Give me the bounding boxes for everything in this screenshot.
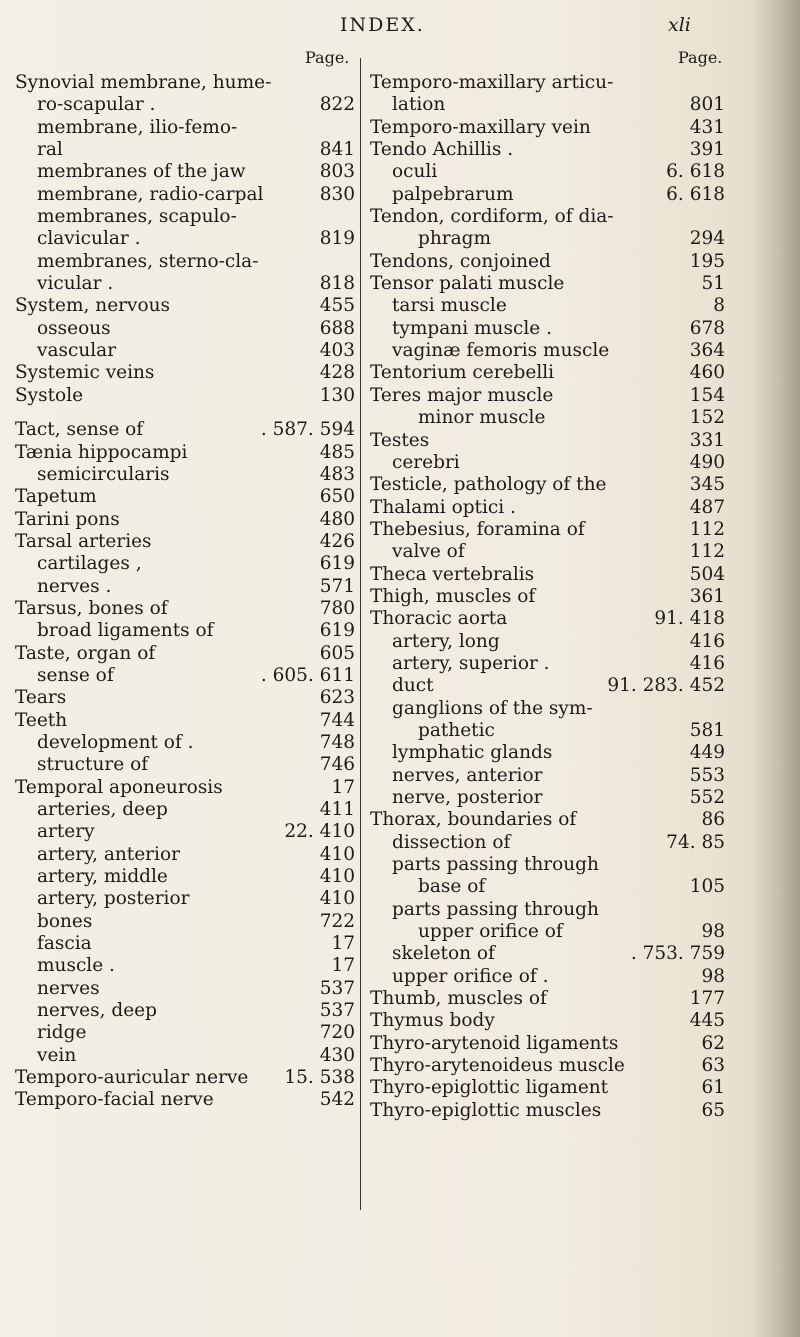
index-page-ref: 65	[701, 1099, 725, 1121]
index-page-ref: 553	[689, 764, 725, 786]
index-term: artery, posterior	[37, 888, 190, 910]
index-entry	[15, 844, 355, 866]
index-term: nerves, deep	[37, 1000, 157, 1022]
index-page-ref: 331	[689, 429, 725, 451]
index-page-ref: 426	[319, 530, 355, 552]
index-page-ref: 581	[689, 719, 725, 741]
index-page-ref: 748	[319, 731, 355, 753]
index-entry	[370, 72, 725, 94]
index-entry	[15, 117, 355, 139]
index-term: Thorax, boundaries of	[370, 809, 577, 831]
index-term: System, nervous	[15, 295, 171, 317]
index-term: broad ligaments of	[37, 620, 214, 642]
index-term: Tendons, conjoined	[370, 250, 551, 272]
index-entry	[370, 742, 725, 764]
index-entry	[370, 1033, 725, 1055]
index-entry	[370, 631, 725, 653]
index-term: Thyro-arytenoideus muscle	[370, 1055, 625, 1077]
index-term: pathetic	[418, 719, 495, 741]
index-term: tympani muscle .	[392, 317, 552, 339]
page-folio: xli	[668, 14, 691, 36]
index-term: Tact, sense of	[15, 419, 144, 441]
index-term: Thyro-arytenoid ligaments	[370, 1032, 619, 1054]
index-entry	[15, 385, 355, 407]
index-term: ridge	[37, 1022, 87, 1044]
index-term: bones	[37, 910, 93, 932]
index-page-ref: . 753. 759	[630, 943, 725, 965]
index-page-ref: 130	[319, 384, 355, 406]
index-entry	[15, 732, 355, 754]
index-page-ref: 483	[319, 463, 355, 485]
index-page-ref: 403	[319, 340, 355, 362]
index-entry	[370, 452, 725, 474]
index-page-ref: 455	[319, 295, 355, 317]
index-entry	[15, 933, 355, 955]
index-entry	[15, 509, 355, 531]
index-entry	[15, 486, 355, 508]
index-page-ref: 17	[331, 955, 355, 977]
index-term: Taste, organ of	[15, 642, 156, 664]
index-entry	[15, 419, 355, 441]
index-column-right	[370, 72, 725, 1122]
index-term: Tapetum	[15, 486, 97, 508]
index-entry	[15, 665, 355, 687]
index-entry	[370, 943, 725, 965]
index-term: membranes, sterno-cla-	[37, 250, 259, 272]
index-page-ref: 552	[689, 787, 725, 808]
index-page-ref: 619	[319, 620, 355, 642]
index-term: Thumb, muscles of	[370, 988, 547, 1010]
index-term: vicular .	[37, 273, 114, 295]
index-page-ref: 431	[689, 116, 725, 138]
index-entry	[370, 139, 725, 161]
index-entry	[370, 519, 725, 541]
index-term: Temporo-auricular nerve	[15, 1067, 249, 1089]
index-entry	[15, 72, 355, 94]
index-page-ref: . 587. 594	[260, 419, 355, 441]
index-term: muscle .	[37, 955, 115, 977]
index-page-ref: 428	[319, 362, 355, 384]
index-entry	[15, 295, 355, 317]
index-entry	[15, 888, 355, 910]
index-entry	[370, 161, 725, 183]
index-term: Teres major muscle	[370, 384, 554, 406]
index-entry	[370, 608, 725, 630]
index-page-ref: 105	[689, 876, 725, 898]
index-term: upper orifice of	[418, 921, 563, 943]
index-term: development of .	[37, 731, 194, 753]
index-term: membranes of the jaw	[37, 161, 246, 183]
index-entry	[15, 799, 355, 821]
index-page-ref: 688	[319, 317, 355, 339]
index-term: parts passing through	[392, 854, 599, 876]
index-page-ref: 345	[689, 474, 725, 496]
index-page-ref: 803	[319, 161, 355, 183]
index-page-ref: 410	[319, 866, 355, 888]
index-term: Tarini pons	[15, 508, 120, 530]
index-page-ref: 487	[689, 496, 725, 518]
index-page-ref: 485	[319, 441, 355, 463]
index-entry	[370, 295, 725, 317]
index-term: cerebri	[392, 451, 460, 473]
index-page-ref: 678	[689, 317, 725, 339]
index-page-ref: 86	[701, 809, 725, 831]
index-term: osseous	[37, 317, 111, 339]
letter-section-gap	[15, 407, 355, 419]
index-page-ref: 98	[701, 921, 725, 943]
index-page-ref: 830	[319, 183, 355, 205]
index-entry	[15, 911, 355, 933]
index-entry	[370, 340, 725, 362]
index-page-ref: . 605. 611	[260, 664, 355, 686]
index-page-ref: 623	[319, 687, 355, 709]
index-page-ref: 542	[319, 1089, 355, 1111]
index-term: palpebrarum	[392, 183, 514, 205]
index-entry	[15, 710, 355, 732]
index-term: Thymus body	[370, 1010, 495, 1032]
index-page-ref: 62	[701, 1032, 725, 1054]
index-entry	[15, 531, 355, 553]
index-entry	[370, 362, 725, 384]
index-page-ref: 61	[701, 1077, 725, 1099]
column-divider	[360, 58, 361, 1210]
index-entry	[15, 318, 355, 340]
index-entry	[370, 653, 725, 675]
index-page-ref: 411	[319, 799, 355, 820]
page-edge-shadow	[752, 0, 800, 1337]
index-entry	[15, 139, 355, 161]
index-entry	[370, 921, 725, 943]
index-page-ref: 410	[319, 888, 355, 910]
index-entry	[15, 576, 355, 598]
index-page-ref: 490	[689, 451, 725, 473]
index-entry	[370, 966, 725, 988]
index-page-ref: 294	[689, 228, 725, 250]
index-column-left	[15, 72, 355, 1112]
index-entry	[370, 1010, 725, 1032]
index-page-ref: 416	[689, 652, 725, 674]
index-term: skeleton of	[392, 943, 495, 965]
index-entry	[370, 407, 725, 429]
index-term: fascia	[37, 933, 92, 955]
index-page-ref: 746	[319, 754, 355, 776]
index-entry	[15, 1045, 355, 1067]
index-entry	[15, 553, 355, 575]
index-page-ref: 112	[689, 541, 725, 563]
index-page-ref: 841	[319, 139, 355, 161]
index-term: Tentorium cerebelli	[370, 362, 555, 384]
index-entry	[15, 866, 355, 888]
index-term: nerves, anterior	[392, 764, 543, 786]
index-entry	[370, 94, 725, 116]
index-term: nerve, posterior	[392, 787, 543, 808]
index-term: semicircularis	[37, 463, 170, 485]
index-page-ref: 801	[689, 94, 725, 116]
index-term: Thalami optici .	[370, 496, 516, 518]
index-page-ref: 195	[689, 250, 725, 272]
index-page-ref: 152	[689, 407, 725, 429]
index-term: Teeth	[15, 709, 68, 731]
index-term: vascular	[37, 340, 117, 362]
index-term: nerves .	[37, 575, 112, 597]
index-page-ref: 8	[713, 295, 725, 317]
index-entry	[370, 988, 725, 1010]
index-page-ref: 818	[319, 273, 355, 295]
index-entry	[370, 832, 725, 854]
index-entry	[15, 1022, 355, 1044]
index-term: Thoracic aorta	[370, 608, 508, 630]
index-page-ref: 416	[689, 630, 725, 652]
index-term: artery, superior .	[392, 652, 550, 674]
index-term: membranes, scapulo-	[37, 206, 237, 228]
index-entry	[15, 251, 355, 273]
index-page-ref: 391	[689, 139, 725, 161]
index-page-ref: 17	[331, 776, 355, 798]
index-page-ref: 460	[689, 362, 725, 384]
index-term: vein	[37, 1044, 77, 1066]
index-page-ref: 17	[331, 933, 355, 955]
index-entry	[15, 777, 355, 799]
index-entry	[370, 385, 725, 407]
index-page-ref: 154	[689, 384, 725, 406]
index-term: phragm	[418, 228, 492, 250]
index-entry	[370, 541, 725, 563]
index-term: Thigh, muscles of	[370, 585, 536, 607]
index-page-ref: 112	[689, 518, 725, 540]
index-entry	[370, 318, 725, 340]
index-term: parts passing through	[392, 898, 599, 920]
page-header	[0, 14, 800, 44]
index-page-ref: 537	[319, 977, 355, 999]
index-term: oculi	[392, 161, 438, 183]
index-entry	[370, 675, 725, 697]
index-term: Tænia hippocampi	[15, 441, 188, 463]
index-page-ref: 361	[689, 585, 725, 607]
index-page-ref: 605	[319, 642, 355, 664]
index-entry	[370, 430, 725, 452]
index-term: artery, anterior	[37, 843, 180, 865]
index-entry	[370, 564, 725, 586]
index-page-ref: 6. 618	[666, 161, 725, 183]
index-term: Synovial membrane, hume-	[15, 72, 272, 93]
index-term: Temporo-maxillary vein	[370, 116, 591, 138]
index-page-ref: 63	[701, 1055, 725, 1077]
index-page-ref: 650	[319, 486, 355, 508]
index-entry	[15, 1089, 355, 1111]
index-entry	[370, 273, 725, 295]
index-entry	[370, 876, 725, 898]
running-title: INDEX.	[340, 14, 425, 36]
index-entry	[370, 117, 725, 139]
index-term: Thyro-epiglottic ligament	[370, 1077, 609, 1099]
index-page-ref: 74. 85	[666, 831, 725, 853]
index-entry	[15, 161, 355, 183]
index-term: Systole	[15, 384, 84, 406]
index-entry	[370, 251, 725, 273]
index-entry	[15, 620, 355, 642]
index-entry	[370, 206, 725, 228]
index-entry	[15, 184, 355, 206]
index-entry	[15, 340, 355, 362]
index-page-ref: 780	[319, 597, 355, 619]
index-entry	[15, 273, 355, 295]
index-entry	[370, 720, 725, 742]
index-entry	[370, 586, 725, 608]
index-term: artery, long	[392, 630, 500, 652]
index-entry	[15, 821, 355, 843]
index-entry	[370, 809, 725, 831]
index-term: Temporal aponeurosis	[15, 776, 223, 798]
index-entry	[15, 643, 355, 665]
index-entry	[15, 362, 355, 384]
index-term: ral	[37, 139, 63, 161]
index-term: artery, middle	[37, 866, 168, 888]
index-page-ref: 430	[319, 1044, 355, 1066]
index-entry	[15, 94, 355, 116]
index-page-ref: 722	[319, 910, 355, 932]
right-page-column-label: Page.	[678, 48, 723, 67]
index-entry	[370, 1077, 725, 1099]
index-term: Temporo-facial nerve	[15, 1089, 214, 1111]
index-entry	[15, 1067, 355, 1089]
index-entry	[15, 754, 355, 776]
index-entry	[370, 899, 725, 921]
index-term: Testes	[370, 429, 430, 451]
index-page-ref: 364	[689, 340, 725, 362]
index-entry	[370, 765, 725, 787]
index-entry	[370, 497, 725, 519]
index-term: artery	[37, 821, 95, 843]
index-term: membrane, ilio-femo-	[37, 116, 238, 138]
index-term: lymphatic glands	[392, 742, 553, 764]
index-term: sense of	[37, 664, 114, 686]
index-term: ro-scapular .	[37, 94, 156, 116]
index-entry	[370, 184, 725, 206]
index-term: dissection of	[392, 831, 511, 853]
index-entry	[370, 228, 725, 250]
index-term: Systemic veins	[15, 362, 155, 384]
index-term: structure of	[37, 754, 149, 776]
index-term: Thebesius, foramina of	[370, 518, 585, 540]
index-page-ref: 98	[701, 965, 725, 987]
left-page-column-label: Page.	[305, 48, 350, 67]
index-page-ref: 6. 618	[666, 183, 725, 205]
index-term: base of	[418, 876, 486, 898]
index-term: membrane, radio-carpal	[37, 183, 264, 205]
index-term: Tarsus, bones of	[15, 597, 168, 619]
index-term: Tensor palati muscle	[370, 273, 565, 295]
index-term: valve of	[392, 541, 465, 563]
index-page-ref: 619	[319, 553, 355, 575]
index-page-ref: 571	[319, 575, 355, 597]
index-entry	[370, 787, 725, 809]
index-term: ganglions of the sym-	[392, 697, 593, 719]
index-page-ref: 822	[319, 94, 355, 116]
index-page-ref: 744	[319, 709, 355, 731]
index-page-ref: 480	[319, 508, 355, 530]
index-page-ref: 445	[689, 1010, 725, 1032]
index-page-ref: 15. 538	[284, 1067, 355, 1089]
index-page-ref: 22. 410	[284, 821, 355, 843]
index-entry	[370, 1100, 725, 1122]
index-page-ref: 504	[689, 563, 725, 585]
index-term: lation	[392, 94, 446, 116]
index-term: tarsi muscle	[392, 295, 507, 317]
index-entry	[370, 474, 725, 496]
index-term: vaginæ femoris muscle	[392, 340, 610, 362]
index-term: Tears	[15, 687, 67, 709]
index-entry	[15, 598, 355, 620]
index-term: Tendon, cordiform, of dia-	[370, 206, 614, 228]
index-page-ref: 819	[319, 228, 355, 250]
index-term: Temporo-maxillary articu-	[370, 72, 614, 93]
index-term: minor muscle	[418, 407, 546, 429]
index-page-ref: 720	[319, 1022, 355, 1044]
index-term: clavicular .	[37, 228, 141, 250]
index-term: Testicle, pathology of the	[370, 474, 607, 496]
index-entry	[15, 1000, 355, 1022]
index-term: nerves	[37, 977, 100, 999]
index-page-ref: 177	[689, 988, 725, 1010]
index-entry	[15, 442, 355, 464]
index-page-ref: 410	[319, 843, 355, 865]
index-page-ref: 449	[689, 742, 725, 764]
index-entry	[15, 687, 355, 709]
index-page-ref: 537	[319, 1000, 355, 1022]
index-entry	[370, 698, 725, 720]
index-term: cartilages ,	[37, 553, 142, 575]
index-term: Tendo Achillis .	[370, 139, 514, 161]
index-term: Thyro-epiglottic muscles	[370, 1099, 602, 1121]
index-entry	[370, 1055, 725, 1077]
index-page-ref: 91. 283. 452	[607, 675, 725, 697]
index-term: Theca vertebralis	[370, 563, 535, 585]
index-page-ref: 51	[701, 273, 725, 295]
index-term: upper orifice of .	[392, 965, 549, 987]
index-entry	[15, 955, 355, 977]
index-term: duct	[392, 675, 434, 697]
index-page-ref: 91. 418	[654, 608, 725, 630]
index-entry	[15, 978, 355, 1000]
index-entry	[15, 228, 355, 250]
index-entry	[15, 464, 355, 486]
index-entry	[370, 854, 725, 876]
index-term: arteries, deep	[37, 799, 168, 820]
index-term: Tarsal arteries	[15, 530, 152, 552]
index-entry	[15, 206, 355, 228]
